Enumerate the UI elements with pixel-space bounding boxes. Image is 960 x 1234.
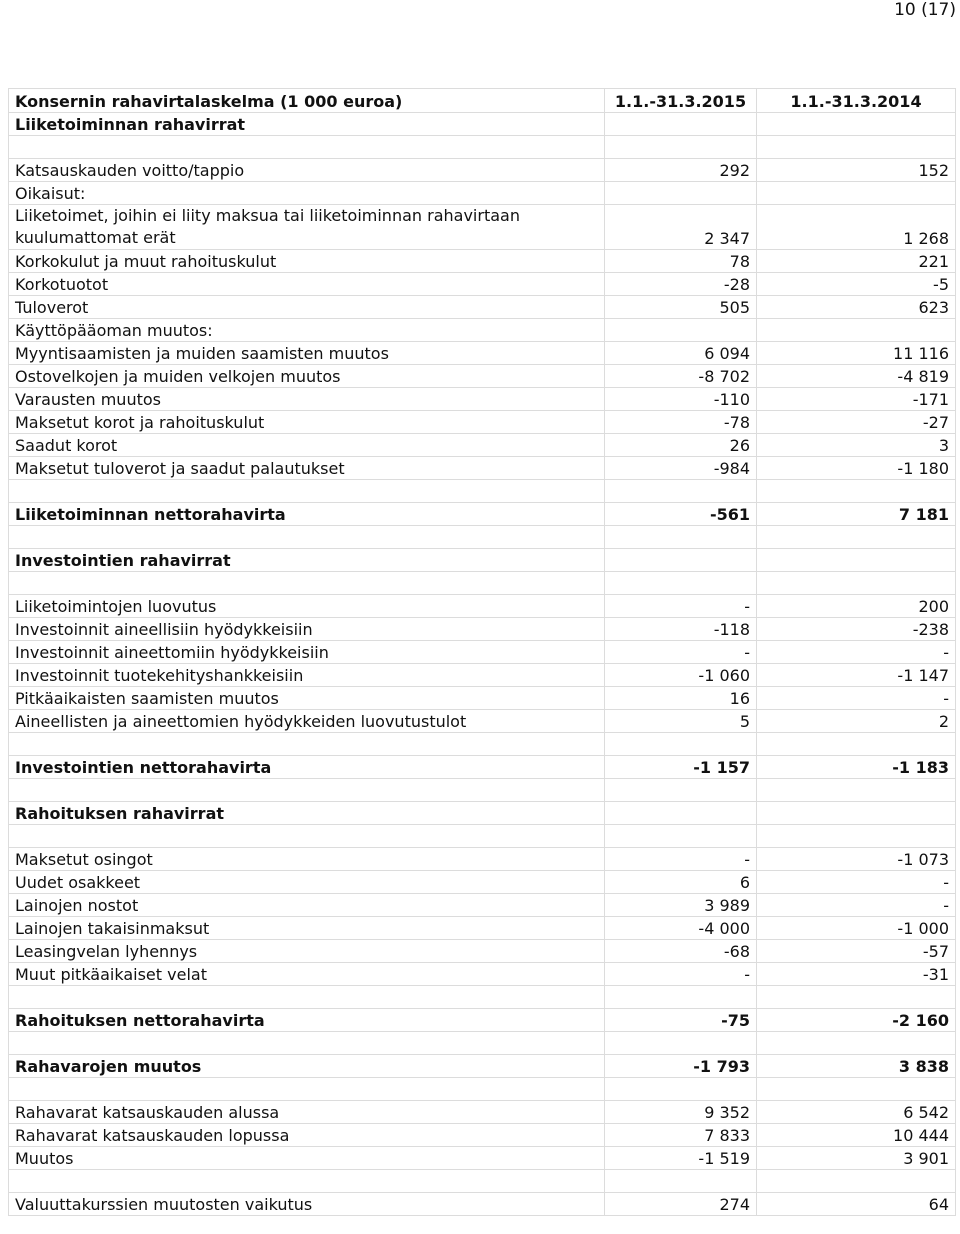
value-2014: 6 542 (757, 1101, 956, 1124)
value-2015: -75 (605, 1009, 757, 1032)
row-label: Myyntisaamisten ja muiden saamisten muutos (9, 342, 605, 365)
value-2014: 152 (757, 159, 956, 182)
value-2015 (605, 319, 757, 342)
table-row (9, 250, 956, 273)
blank-row (9, 779, 956, 802)
table-row (9, 848, 956, 871)
section-header-row (9, 802, 956, 825)
empty-cell (9, 779, 605, 802)
value-2014: - (757, 871, 956, 894)
value-2014: 623 (757, 296, 956, 319)
empty-cell (9, 480, 605, 503)
empty-cell (9, 986, 605, 1009)
table-row (9, 1101, 956, 1124)
row-label: Ostovelkojen ja muiden velkojen muutos (9, 365, 605, 388)
section-title: Investointien rahavirrat (9, 549, 605, 572)
row-label: Pitkäaikaisten saamisten muutos (9, 687, 605, 710)
table-row (9, 664, 956, 687)
cash-flow-body (9, 89, 956, 1216)
empty-cell (757, 733, 956, 756)
value-2015: 5 (605, 710, 757, 733)
row-label: Maksetut korot ja rahoituskulut (9, 411, 605, 434)
value-2015: - (605, 641, 757, 664)
value-2015: 2 347 (605, 205, 757, 250)
row-label: Saadut korot (9, 434, 605, 457)
empty-cell (757, 113, 956, 136)
table-row (9, 687, 956, 710)
empty-cell (9, 136, 605, 159)
value-2015: -110 (605, 388, 757, 411)
table-row (9, 342, 956, 365)
empty-cell (605, 986, 757, 1009)
value-2014: 3 (757, 434, 956, 457)
table-row (9, 182, 956, 205)
empty-cell (757, 1032, 956, 1055)
value-2014: -1 147 (757, 664, 956, 687)
value-2015 (605, 182, 757, 205)
empty-cell (757, 549, 956, 572)
row-label: Investointien nettorahavirta (9, 756, 605, 779)
period-2015-header: 1.1.-31.3.2015 (605, 89, 757, 113)
value-2015: 505 (605, 296, 757, 319)
empty-cell (605, 825, 757, 848)
empty-cell (605, 802, 757, 825)
table-row (9, 894, 956, 917)
cash-flow-table (8, 88, 956, 1216)
value-2014: -171 (757, 388, 956, 411)
value-2014: 3 901 (757, 1147, 956, 1170)
row-label: Muutos (9, 1147, 605, 1170)
value-2014: 1 268 (757, 205, 956, 250)
table-row (9, 641, 956, 664)
empty-cell (757, 802, 956, 825)
empty-cell (605, 136, 757, 159)
table-row (9, 296, 956, 319)
row-label: Korkotuotot (9, 273, 605, 296)
row-label: Käyttöpääoman muutos: (9, 319, 605, 342)
total-row (9, 1009, 956, 1032)
row-label: Liiketoiminnan nettorahavirta (9, 503, 605, 526)
empty-cell (757, 1078, 956, 1101)
value-2015: -118 (605, 618, 757, 641)
row-label: Muut pitkäaikaiset velat (9, 963, 605, 986)
value-2015: 292 (605, 159, 757, 182)
section-header-row (9, 113, 956, 136)
blank-row (9, 480, 956, 503)
empty-cell (9, 825, 605, 848)
period-2014-header: 1.1.-31.3.2014 (757, 89, 956, 113)
section-title: Rahoituksen rahavirrat (9, 802, 605, 825)
value-2015: -68 (605, 940, 757, 963)
value-2014: -4 819 (757, 365, 956, 388)
value-2015: -28 (605, 273, 757, 296)
blank-row (9, 526, 956, 549)
row-label: Investoinnit aineettomiin hyödykkeisiin (9, 641, 605, 664)
empty-cell (757, 825, 956, 848)
table-row (9, 595, 956, 618)
empty-cell (757, 526, 956, 549)
table-row (9, 618, 956, 641)
empty-cell (605, 549, 757, 572)
value-2015: -561 (605, 503, 757, 526)
value-2014: 200 (757, 595, 956, 618)
empty-cell (9, 1170, 605, 1193)
blank-row (9, 986, 956, 1009)
table-row (9, 411, 956, 434)
value-2015: 78 (605, 250, 757, 273)
table-row (9, 963, 956, 986)
value-2014: 10 444 (757, 1124, 956, 1147)
blank-row (9, 1170, 956, 1193)
table-row (9, 434, 956, 457)
table-row (9, 1193, 956, 1216)
row-label: Lainojen takaisinmaksut (9, 917, 605, 940)
value-2014: - (757, 894, 956, 917)
value-2015: -1 060 (605, 664, 757, 687)
table-row (9, 871, 956, 894)
value-2015: 3 989 (605, 894, 757, 917)
value-2014: 3 838 (757, 1055, 956, 1078)
table-title: Konsernin rahavirtalaskelma (1 000 euroa) (9, 89, 605, 113)
row-label: Maksetut osingot (9, 848, 605, 871)
value-2014: -5 (757, 273, 956, 296)
blank-row (9, 1078, 956, 1101)
row-label: Leasingvelan lyhennys (9, 940, 605, 963)
empty-cell (9, 572, 605, 595)
empty-cell (605, 1032, 757, 1055)
section-title: Liiketoiminnan rahavirrat (9, 113, 605, 136)
empty-cell (9, 733, 605, 756)
row-label: Tuloverot (9, 296, 605, 319)
row-label: Korkokulut ja muut rahoituskulut (9, 250, 605, 273)
table-row (9, 917, 956, 940)
row-label: Uudet osakkeet (9, 871, 605, 894)
value-2015: -984 (605, 457, 757, 480)
table-row (9, 710, 956, 733)
value-2015: -78 (605, 411, 757, 434)
empty-cell (605, 526, 757, 549)
row-label: Liiketoimet, joihin ei liity maksua tai liiketoiminnan rahavirtaan kuulumattomat erät (9, 205, 605, 250)
row-label: Rahavarat katsauskauden alussa (9, 1101, 605, 1124)
blank-row (9, 733, 956, 756)
value-2015: - (605, 848, 757, 871)
table-row (9, 388, 956, 411)
row-label: Varausten muutos (9, 388, 605, 411)
row-label: Rahoituksen nettorahavirta (9, 1009, 605, 1032)
value-2014: 2 (757, 710, 956, 733)
value-2015: 7 833 (605, 1124, 757, 1147)
row-label: Maksetut tuloverot ja saadut palautukset (9, 457, 605, 480)
value-2014: -1 183 (757, 756, 956, 779)
value-2015: -1 519 (605, 1147, 757, 1170)
empty-cell (757, 136, 956, 159)
empty-cell (757, 986, 956, 1009)
row-label: Valuuttakurssien muutosten vaikutus (9, 1193, 605, 1216)
empty-cell (9, 1032, 605, 1055)
row-label: Lainojen nostot (9, 894, 605, 917)
value-2015: -8 702 (605, 365, 757, 388)
empty-cell (605, 733, 757, 756)
table-row (9, 1124, 956, 1147)
value-2014 (757, 319, 956, 342)
row-label: Investoinnit aineellisiin hyödykkeisiin (9, 618, 605, 641)
value-2014: 7 181 (757, 503, 956, 526)
value-2014: -31 (757, 963, 956, 986)
value-2015: -1 157 (605, 756, 757, 779)
value-2015: -1 793 (605, 1055, 757, 1078)
value-2014: 11 116 (757, 342, 956, 365)
blank-row (9, 825, 956, 848)
row-label: Liiketoimintojen luovutus (9, 595, 605, 618)
empty-cell (757, 779, 956, 802)
total-row (9, 756, 956, 779)
value-2014: 64 (757, 1193, 956, 1216)
table-row (9, 1147, 956, 1170)
table-row (9, 365, 956, 388)
value-2014: -1 000 (757, 917, 956, 940)
row-label: Katsauskauden voitto/tappio (9, 159, 605, 182)
table-row (9, 273, 956, 296)
row-label: Oikaisut: (9, 182, 605, 205)
empty-cell (757, 1170, 956, 1193)
empty-cell (757, 572, 956, 595)
row-label: Rahavarat katsauskauden lopussa (9, 1124, 605, 1147)
section-header-row (9, 549, 956, 572)
total-row (9, 1055, 956, 1078)
value-2015: 26 (605, 434, 757, 457)
value-2014: 221 (757, 250, 956, 273)
table-row (9, 159, 956, 182)
row-label: Investoinnit tuotekehityshankkeisiin (9, 664, 605, 687)
empty-cell (9, 526, 605, 549)
value-2014: - (757, 641, 956, 664)
page-number: 10 (17) (894, 0, 956, 20)
total-row (9, 503, 956, 526)
empty-cell (605, 1078, 757, 1101)
blank-row (9, 136, 956, 159)
value-2015: 16 (605, 687, 757, 710)
value-2015: 9 352 (605, 1101, 757, 1124)
row-label: Aineellisten ja aineettomien hyödykkeiden luovutustulot (9, 710, 605, 733)
value-2014: -57 (757, 940, 956, 963)
value-2015: - (605, 595, 757, 618)
value-2014: -27 (757, 411, 956, 434)
value-2014: -238 (757, 618, 956, 641)
table-row (9, 319, 956, 342)
empty-cell (9, 1078, 605, 1101)
table-row (9, 457, 956, 480)
empty-cell (605, 113, 757, 136)
empty-cell (605, 480, 757, 503)
empty-cell (605, 1170, 757, 1193)
empty-cell (605, 779, 757, 802)
table-row (9, 940, 956, 963)
blank-row (9, 1032, 956, 1055)
row-label: Rahavarojen muutos (9, 1055, 605, 1078)
value-2014: -1 180 (757, 457, 956, 480)
empty-cell (605, 572, 757, 595)
empty-cell (757, 480, 956, 503)
value-2014: -1 073 (757, 848, 956, 871)
value-2014: - (757, 687, 956, 710)
table-row (9, 205, 956, 250)
value-2015: - (605, 963, 757, 986)
value-2015: 274 (605, 1193, 757, 1216)
blank-row (9, 572, 956, 595)
value-2014: -2 160 (757, 1009, 956, 1032)
value-2014 (757, 182, 956, 205)
value-2015: 6 (605, 871, 757, 894)
table-header-row (9, 89, 956, 113)
value-2015: -4 000 (605, 917, 757, 940)
value-2015: 6 094 (605, 342, 757, 365)
